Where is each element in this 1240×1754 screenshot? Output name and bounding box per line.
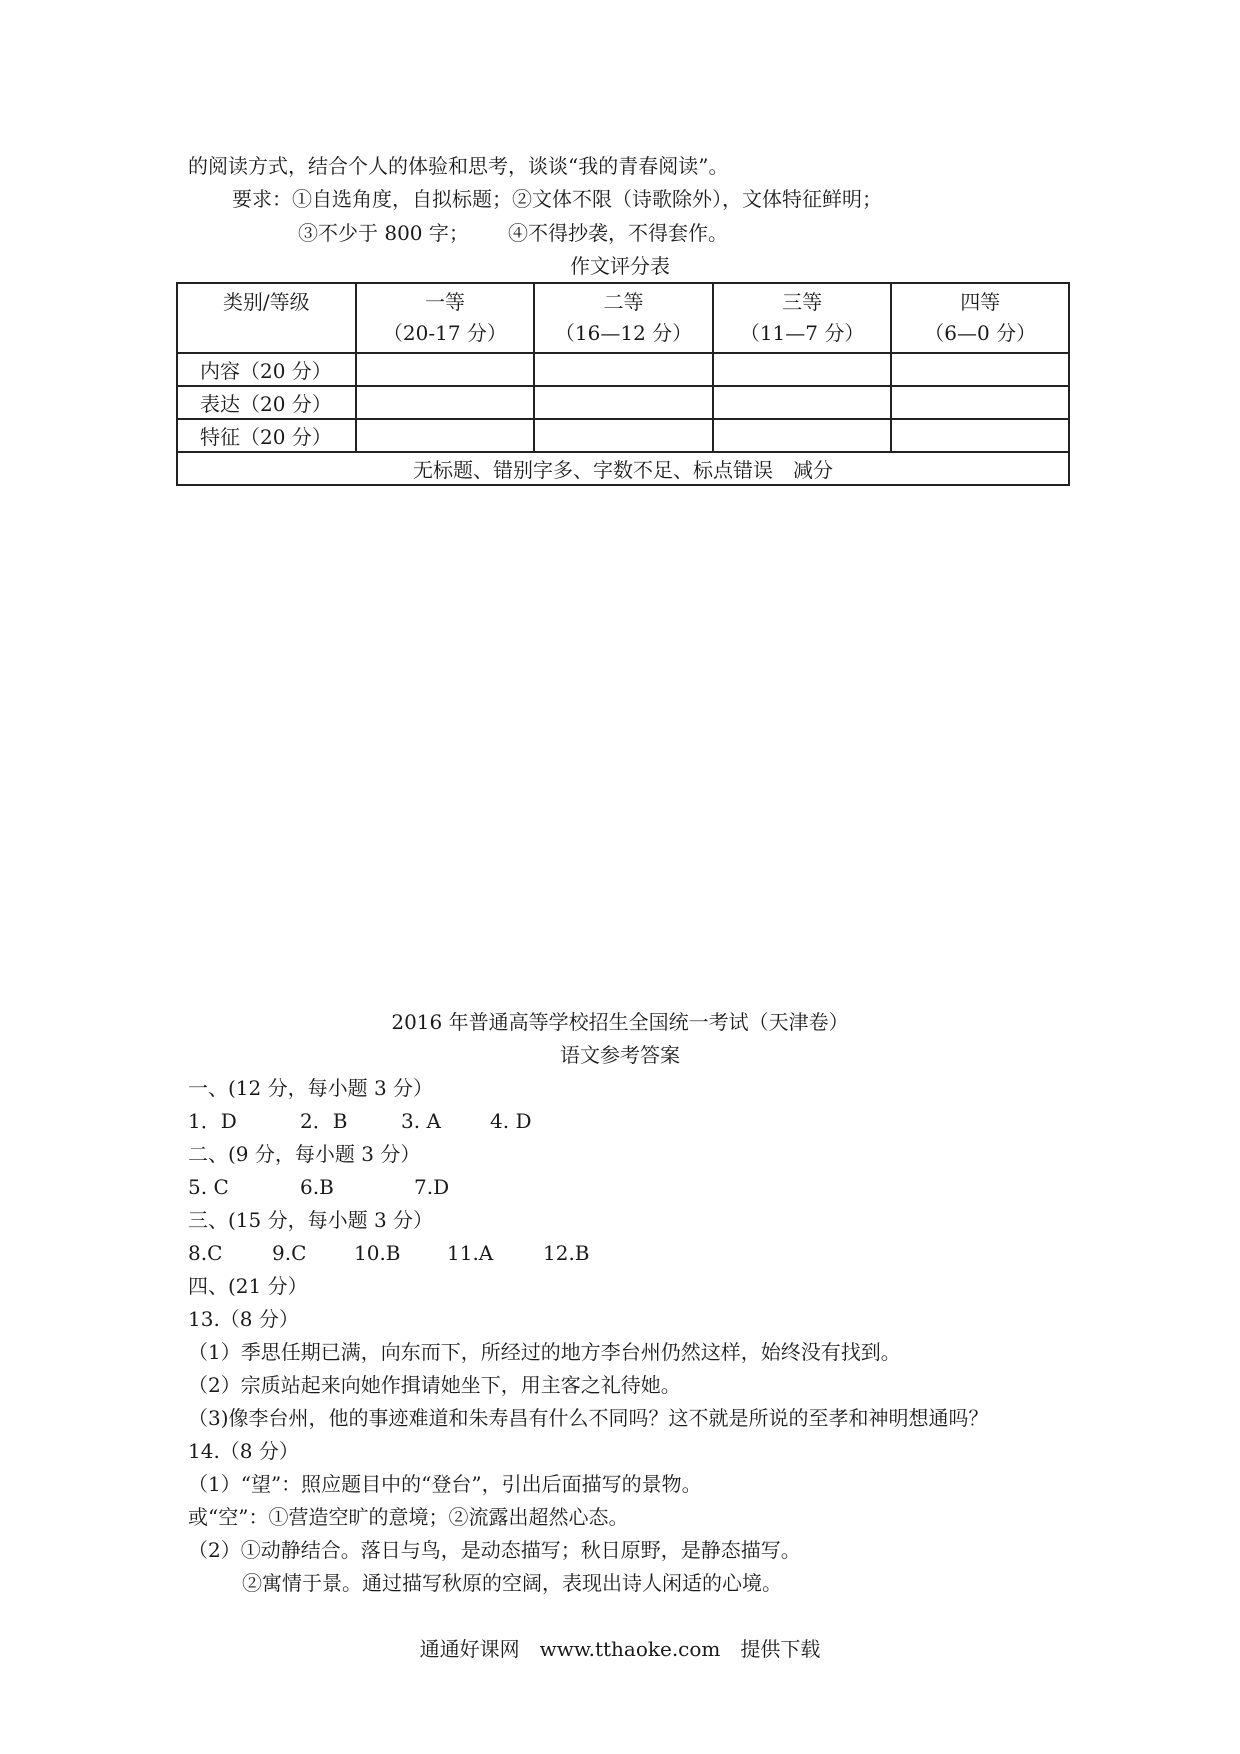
table-cell	[713, 419, 892, 452]
deduction-note: 无标题、错别字多、字数不足、标点错误 减分	[177, 452, 1069, 485]
score-table-corner: 类别/等级	[177, 283, 356, 353]
section-2-heading: 二、(9 分，每小题 3 分）	[188, 1142, 421, 1166]
table-cell	[713, 386, 892, 419]
grade-header-1	[356, 283, 535, 353]
essay-requirements-2b: ④不得抄袭，不得套作。	[508, 221, 728, 245]
question-13-heading: 13.（8 分）	[188, 1307, 299, 1331]
answer-item: 12.B	[543, 1241, 590, 1265]
table-row	[177, 353, 1069, 386]
grade-range: （16—12 分）	[554, 321, 693, 345]
score-table-header	[177, 283, 1069, 353]
q13-answer-2: （2）宗质站起来向她作揖请她坐下，用主客之礼待她。	[188, 1373, 681, 1397]
answer-item: 9.C	[272, 1241, 307, 1265]
section-1-heading: 一、(12 分，每小题 3 分）	[188, 1076, 434, 1100]
grade-name: 三等	[782, 290, 823, 314]
answer-item: 6.B	[300, 1175, 334, 1199]
answer-item: 8.C	[188, 1241, 223, 1265]
answer-item: 10.B	[354, 1241, 401, 1265]
essay-requirements-1: 要求：①自选角度，自拟标题；②文体不限（诗歌除外），文体特征鲜明；	[232, 187, 882, 211]
table-row	[177, 419, 1069, 452]
table-row	[177, 386, 1069, 419]
table-cell	[891, 386, 1069, 419]
essay-requirements-2a: ③不少于 800 字；	[298, 221, 469, 245]
table-cell	[534, 353, 713, 386]
answer-item: 2．B	[300, 1109, 348, 1133]
table-cell	[356, 419, 535, 452]
answers-subtitle: 语文参考答案	[560, 1043, 680, 1067]
essay-intro-tail: 的阅读方式，结合个人的体验和思考，谈谈“我的青春阅读”。	[188, 154, 729, 178]
grade-range: （20-17 分）	[382, 321, 507, 345]
grade-header-4	[891, 283, 1069, 353]
score-table	[176, 282, 1070, 486]
grade-range: （6—0 分）	[924, 321, 1037, 345]
section-3-heading: 三、(15 分，每小题 3 分）	[188, 1208, 434, 1232]
q14-answer-2b: ②寓情于景。通过描写秋原的空阔，表现出诗人闲适的心境。	[242, 1571, 782, 1595]
table-cell	[534, 419, 713, 452]
score-table-title: 作文评分表	[570, 254, 670, 278]
q14-answer-1-alt: 或“空”：①营造空旷的意境；②流露出超然心态。	[188, 1505, 629, 1529]
q13-answer-3: （3)像李台州，他的事迹难道和朱寿昌有什么不同吗？这不就是所说的至孝和神明想通吗？	[188, 1406, 989, 1430]
row-label: 特征（20 分）	[177, 419, 356, 452]
answer-item: 4. D	[490, 1109, 532, 1133]
table-cell	[713, 353, 892, 386]
grade-range: （11—7 分）	[739, 321, 865, 345]
section-4-heading: 四、(21 分）	[188, 1274, 308, 1298]
table-cell	[891, 353, 1069, 386]
q13-answer-1: （1）季思任期已满，向东而下，所经过的地方李台州仍然这样，始终没有找到。	[188, 1340, 901, 1364]
grade-header-3	[713, 283, 892, 353]
answer-item: 5. C	[188, 1175, 229, 1199]
grade-name: 一等	[424, 290, 465, 314]
answer-item: 1．D	[188, 1109, 237, 1133]
answer-item: 7.D	[414, 1175, 450, 1199]
row-label: 表达（20 分）	[177, 386, 356, 419]
grade-name: 四等	[960, 290, 1001, 314]
answers-title: 2016 年普通高等学校招生全国统一考试（天津卷）	[391, 1010, 849, 1034]
answer-item: 11.A	[447, 1241, 494, 1265]
grade-name: 二等	[603, 290, 644, 314]
q14-answer-2: （2）①动静结合。落日与鸟，是动态描写；秋日原野，是静态描写。	[188, 1538, 801, 1562]
question-14-heading: 14.（8 分）	[188, 1439, 299, 1463]
answer-item: 3. A	[401, 1109, 441, 1133]
q14-answer-1: （1）“望”：照应题目中的“登台”，引出后面描写的景物。	[188, 1472, 702, 1496]
deduction-row	[177, 452, 1069, 485]
grade-header-2	[534, 283, 713, 353]
table-cell	[891, 419, 1069, 452]
row-label: 内容（20 分）	[177, 353, 356, 386]
table-cell	[534, 386, 713, 419]
table-cell	[356, 386, 535, 419]
table-cell	[356, 353, 535, 386]
page-footer: 通通好课网 www.tthaoke.com 提供下载	[419, 1637, 821, 1661]
